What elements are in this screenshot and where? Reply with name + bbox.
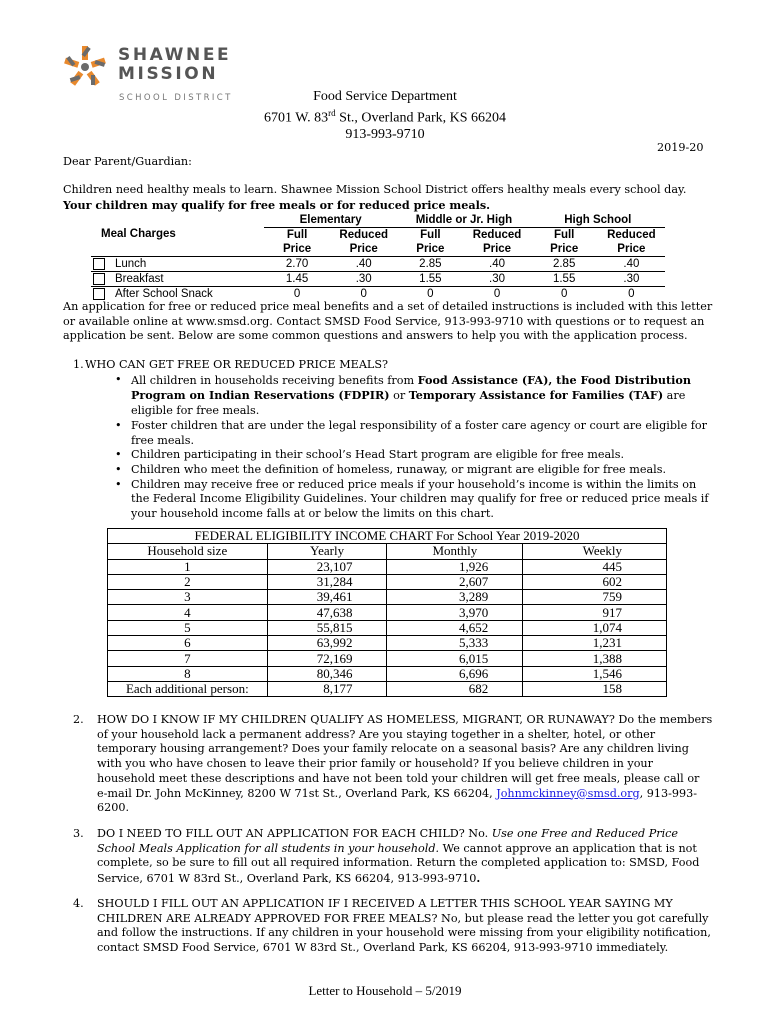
table-row bbox=[108, 574, 667, 589]
col-header: Monthly bbox=[387, 544, 523, 559]
group-elementary: Elementary bbox=[299, 214, 362, 226]
income-cell: 445 bbox=[523, 559, 667, 574]
price-cell: 0 bbox=[360, 288, 367, 300]
meal-charges-header: Meal Charges bbox=[91, 228, 264, 257]
question-2 bbox=[63, 713, 713, 816]
table-row bbox=[108, 605, 667, 620]
price-cell: 2.85 bbox=[531, 257, 598, 272]
col-header: Price bbox=[330, 242, 397, 257]
table-row bbox=[108, 681, 667, 696]
col-header: Price bbox=[598, 242, 665, 257]
price-cell: .40 bbox=[330, 257, 397, 272]
income-cell: 1,546 bbox=[523, 666, 667, 681]
income-cell: 6,696 bbox=[387, 666, 523, 681]
greeting: Dear Parent/Guardian: bbox=[63, 155, 192, 168]
table-row bbox=[108, 666, 667, 681]
price-cell: 1.55 bbox=[531, 272, 598, 287]
household-size-cell: 4 bbox=[108, 605, 268, 620]
income-cell: 602 bbox=[523, 574, 667, 589]
price-cell: 0 bbox=[293, 288, 301, 300]
question-number: 3. bbox=[73, 827, 84, 840]
col-header: Weekly bbox=[523, 544, 667, 559]
income-cell: 6,015 bbox=[387, 651, 523, 666]
application-paragraph: An application for free or reduced price meal benefits and a set of detailed instructions is included with this letter or available online at www.smsd.org. Contact SMSD Food Service, 913-993-9710 with questions or to request an application be sent. Below are some common questions and answers to help you with the application process. bbox=[63, 300, 713, 343]
list-item: • Children may receive free or reduced price meals if your household’s income is within the limits on the Federal Income Eligibility Guidelines. Your children may qualify for free or reduced price meals if your household income falls at or below the limits on this chart. bbox=[101, 478, 713, 522]
department-address: 6701 W. 83rd St., Overland Park, KS 66204 bbox=[263, 108, 506, 126]
footer: Letter to Household – 5/2019 bbox=[308, 983, 462, 998]
department-phone: 913-993-9710 bbox=[345, 126, 425, 142]
col-header: Full bbox=[264, 228, 330, 243]
list-item: • Children participating in their school’s Head Start program are eligible for free meals. bbox=[101, 448, 713, 463]
star-emblem-icon bbox=[62, 44, 108, 90]
col-header: Price bbox=[463, 242, 530, 257]
income-cell: 39,461 bbox=[267, 590, 387, 605]
price-cell: .40 bbox=[598, 257, 665, 272]
income-cell: 80,346 bbox=[267, 666, 387, 681]
list-item: • Foster children that are under the legal responsibility of a foster care agency or court are eligible for free meals. bbox=[101, 419, 713, 448]
income-cell: 1,074 bbox=[523, 620, 667, 635]
household-size-cell: 5 bbox=[108, 620, 268, 635]
table-row bbox=[91, 272, 665, 287]
household-size-cell: 3 bbox=[108, 590, 268, 605]
intro-paragraph: Children need healthy meals to learn. Shawnee Mission School District offers healthy meals every school day. Your children may qualify for free meals or for reduced price meals. bbox=[63, 183, 687, 212]
income-cell: 2,607 bbox=[387, 574, 523, 589]
household-size-cell: 6 bbox=[108, 636, 268, 651]
price-cell: 1.55 bbox=[397, 272, 463, 287]
price-cell: .30 bbox=[330, 272, 397, 287]
income-rows bbox=[108, 559, 667, 697]
table-row bbox=[108, 559, 667, 574]
household-size-cell: 7 bbox=[108, 651, 268, 666]
col-header: Full bbox=[531, 228, 598, 243]
price-cell: 2.70 bbox=[264, 257, 330, 272]
letterhead bbox=[0, 89, 770, 143]
question-3: 3. DO I NEED TO FILL OUT AN APPLICATION FOR EACH CHILD? No. Use one Free and Reduced Price School Meals Application for all students in your household. We cannot approve an application that is not complete, so be sure to fill out all required information. Return the completed application to: SMSD, Food Service, 6701 W 83rd St., Overland Park, KS 66204, 913-993-9710. bbox=[73, 827, 700, 886]
income-cell: 63,992 bbox=[267, 636, 387, 651]
household-size-cell: 1 bbox=[108, 559, 268, 574]
household-size-cell: Each additional person: bbox=[108, 681, 268, 696]
school-year: 2019-20 bbox=[657, 141, 704, 154]
price-cell: 0 bbox=[493, 288, 501, 300]
question-text: SHOULD I FILL OUT AN APPLICATION IF I RECEIVED A LETTER THIS SCHOOL YEAR SAYING MY CHILDREN ARE ALREADY APPROVED FOR FREE MEALS? No, but please read the letter you got carefully and follow the instructions. If any children in your household were missing from your eligibility notification, contact SMSD Food Service, 6701 W 83rd St., Overland Park, KS 66204, 913-993-9710 immediately. bbox=[97, 897, 711, 955]
income-cell: 1,231 bbox=[523, 636, 667, 651]
logo-line-2: MISSION bbox=[118, 64, 219, 84]
list-item: • All children in households receiving benefits from Food Assistance (FA), the Food Distribution Program on Indian Reservations (FDPIR) or Temporary Assistance for Families (TAF) are eligible for free meals. bbox=[101, 373, 713, 419]
col-header: Household size bbox=[108, 544, 268, 559]
income-cell: 5,333 bbox=[387, 636, 523, 651]
row-label: Lunch bbox=[115, 258, 147, 271]
question-text: HOW DO I KNOW IF MY CHILDREN QUALIFY AS HOMELESS, MIGRANT, OR RUNAWAY? Do the members of your household lack a permanent address? Are you staying together in a shelter, hotel, or other temporary housing arrangement? Does your family relocate on a seasonal basis? Are any children living with you who have chosen to leave their prior family or household? If you believe children in your household meet these descriptions and have not been told your children will get free meals, please call or e-mail Dr. John McKinney, 8200 W 71st St., Overland Park, KS 66204, bbox=[97, 713, 713, 800]
income-cell: 4,652 bbox=[387, 620, 523, 635]
col-header: Reduced bbox=[463, 228, 530, 243]
income-chart-title: FEDERAL ELIGIBILITY INCOME CHART For School Year 2019-2020 bbox=[108, 529, 667, 544]
logo-line-3: SCHOOL DISTRICT bbox=[119, 93, 233, 103]
logo-line-1: SHAWNEE bbox=[118, 45, 232, 65]
question-title: WHO CAN GET FREE OR REDUCED PRICE MEALS? bbox=[85, 358, 389, 371]
price-cell: 0 bbox=[628, 288, 635, 300]
income-cell: 23,107 bbox=[267, 559, 387, 574]
income-cell: 72,169 bbox=[267, 651, 387, 666]
col-header: Price bbox=[264, 242, 330, 257]
col-header: Reduced bbox=[330, 228, 397, 243]
income-cell: 8,177 bbox=[267, 681, 387, 696]
question-1 bbox=[63, 358, 713, 522]
question-4 bbox=[63, 897, 713, 956]
income-cell: 55,815 bbox=[267, 620, 387, 635]
price-cell: .40 bbox=[463, 257, 530, 272]
price-cell: .30 bbox=[463, 272, 530, 287]
list-item: • Children who meet the definition of homeless, runaway, or migrant are eligible for free meals. bbox=[101, 463, 713, 478]
col-header: Full bbox=[397, 228, 463, 243]
breakfast-checkbox[interactable] bbox=[93, 273, 105, 285]
row-label: After School Snack bbox=[115, 288, 213, 301]
row-label: Breakfast bbox=[115, 273, 164, 286]
income-cell: 47,638 bbox=[267, 605, 387, 620]
income-cell: 31,284 bbox=[267, 574, 387, 589]
income-cell: 3,970 bbox=[387, 605, 523, 620]
table-row bbox=[91, 287, 665, 302]
table-row bbox=[108, 620, 667, 635]
income-cell: 759 bbox=[523, 590, 667, 605]
price-cell: .30 bbox=[598, 272, 665, 287]
question-number: 4. bbox=[73, 897, 84, 910]
household-size-cell: 8 bbox=[108, 666, 268, 681]
income-cell: 682 bbox=[387, 681, 523, 696]
income-cell: 158 bbox=[523, 681, 667, 696]
group-middle: Middle or Jr. High bbox=[415, 214, 513, 226]
price-cell: 0 bbox=[427, 288, 434, 300]
question-text-end: , 913-993-6200. bbox=[97, 786, 698, 815]
col-header: Yearly bbox=[267, 544, 387, 559]
meal-charges-table bbox=[91, 213, 665, 301]
table-row bbox=[108, 636, 667, 651]
table-row bbox=[108, 651, 667, 666]
department-name: Food Service Department bbox=[313, 89, 457, 104]
income-cell: 1,926 bbox=[387, 559, 523, 574]
household-size-cell: 2 bbox=[108, 574, 268, 589]
question-number: 2. bbox=[73, 713, 84, 726]
price-cell: 1.45 bbox=[264, 272, 330, 287]
income-cell: 917 bbox=[523, 605, 667, 620]
email-link[interactable]: Johnmckinney@smsd.org bbox=[496, 786, 640, 800]
price-cell: 0 bbox=[560, 288, 568, 300]
col-header: Reduced bbox=[598, 228, 665, 243]
col-header: Price bbox=[397, 242, 463, 257]
income-cell: 3,289 bbox=[387, 590, 523, 605]
question-number: 1. bbox=[73, 358, 84, 371]
income-cell: 1,388 bbox=[523, 651, 667, 666]
col-header: Price bbox=[531, 242, 598, 257]
table-row bbox=[108, 590, 667, 605]
price-cell: 2.85 bbox=[397, 257, 463, 272]
group-high: High School bbox=[564, 214, 632, 226]
lunch-checkbox[interactable] bbox=[93, 258, 105, 270]
income-chart-table bbox=[107, 528, 667, 697]
table-row bbox=[91, 257, 665, 272]
snack-checkbox[interactable] bbox=[93, 288, 105, 300]
